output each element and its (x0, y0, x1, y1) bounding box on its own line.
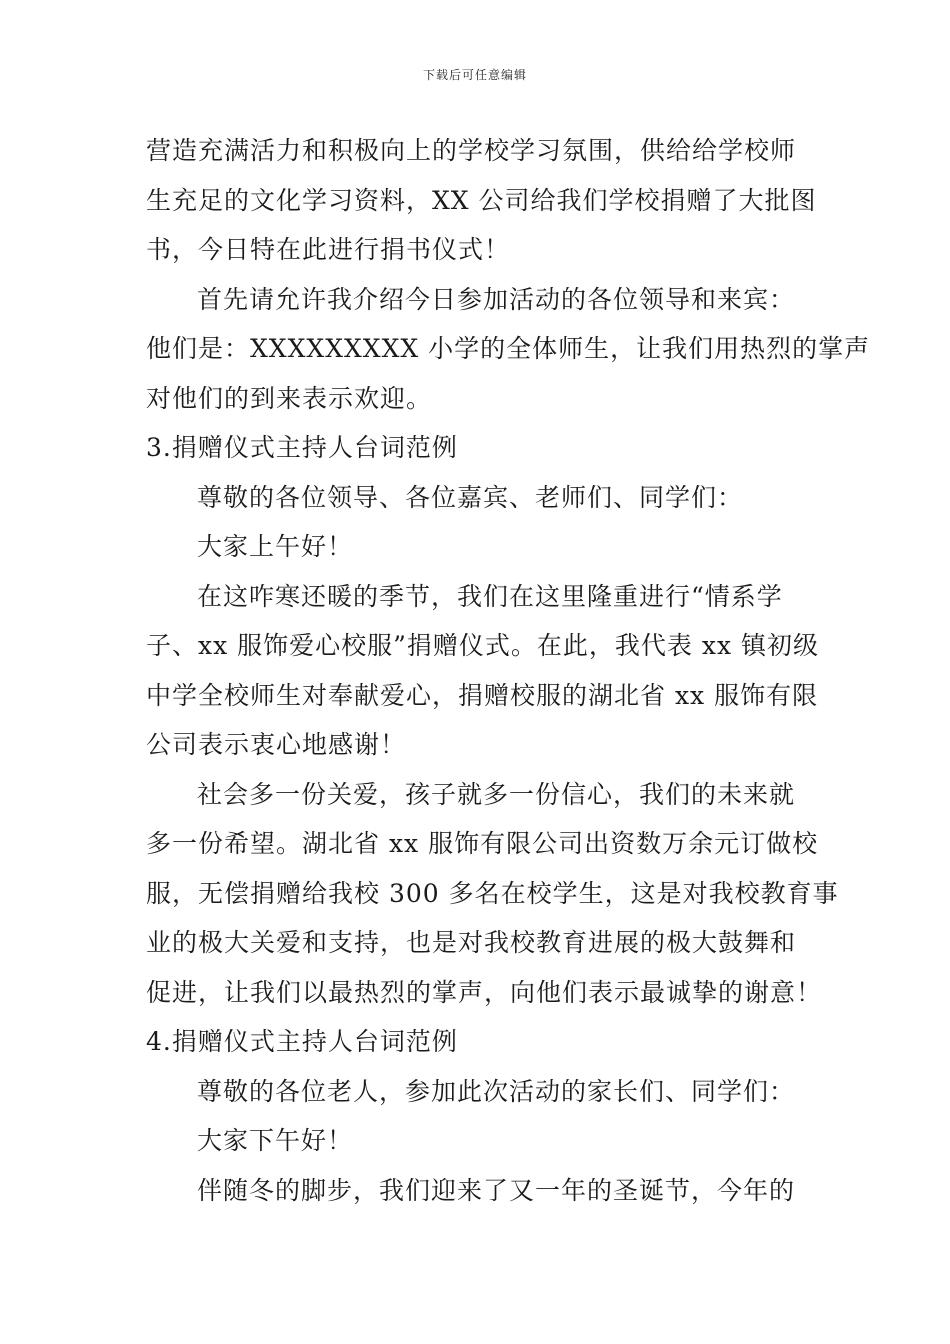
text-line: 书，今日特在此进行捐书仪式！ (146, 235, 511, 264)
paragraph (146, 522, 816, 572)
text-line: 促进，让我们以最热烈的掌声，向他们表示最诚挚的谢意！ (146, 977, 823, 1007)
section-heading (146, 1017, 816, 1067)
paragraph (146, 770, 839, 1018)
text-line: 他们是：XXXXXXXXX 小学的全体师生，让我们用热烈的掌声 (146, 334, 871, 363)
paragraph (146, 473, 816, 523)
text-line: 尊敬的各位领导、各位嘉宾、老师们、同学们： (197, 482, 744, 512)
paragraph (146, 275, 871, 424)
text-line: 对他们的到来表示欢迎。 (146, 383, 433, 413)
paragraph (146, 572, 820, 770)
text-line: 中学全校师生对奉献爱心，捐赠校服的湖北省 xx 服饰有限 (146, 680, 819, 710)
text-line: 服，无偿捐赠给我校 300 多名在校学生，这是对我校教育事 (146, 878, 839, 908)
paragraph (146, 126, 816, 275)
text-line: 业的极大关爱和支持，也是对我校教育进展的极大鼓舞和 (146, 928, 797, 957)
text-line: 社会多一份关爱，孩子就多一份信心，我们的未来就 (197, 779, 796, 809)
text-line: 生充足的文化学习资料，XX 公司给我们学校捐赠了大批图 (146, 185, 817, 215)
page-header: 下载后可任意编辑 (422, 68, 527, 82)
paragraph (146, 1116, 816, 1166)
text-line: 伴随冬的脚步，我们迎来了又一年的圣诞节，今年的 (197, 1175, 796, 1205)
text-line: 大家下午好！ (197, 1126, 354, 1155)
text-line: 首先请允许我介绍今日参加活动的各位领导和来宾： (197, 284, 796, 314)
paragraph (146, 1067, 816, 1117)
text-line: 公司表示衷心地感谢！ (146, 730, 407, 759)
text-line: 尊敬的各位老人，参加此次活动的家长们、同学们： (197, 1076, 796, 1106)
text-line: 3.捐赠仪式主持人台词范例 (146, 433, 458, 462)
text-line: 大家上午好！ (197, 532, 354, 561)
text-line: 营造充满活力和积极向上的学校学习氛围，供给给学校师 (146, 136, 797, 165)
text-line: 多一份希望。湖北省 xx 服饰有限公司出资数万余元订做校 (146, 829, 819, 858)
text-line: 子、xx 服饰爱心校服”捐赠仪式。在此，我代表 xx 镇初级 (146, 631, 820, 660)
paragraph (146, 1166, 816, 1216)
document-body (146, 126, 871, 1215)
text-line: 在这咋寒还暖的季节，我们在这里隆重进行“情系学 (197, 581, 783, 611)
section-heading (146, 423, 816, 473)
text-line: 4.捐赠仪式主持人台词范例 (146, 1027, 458, 1056)
